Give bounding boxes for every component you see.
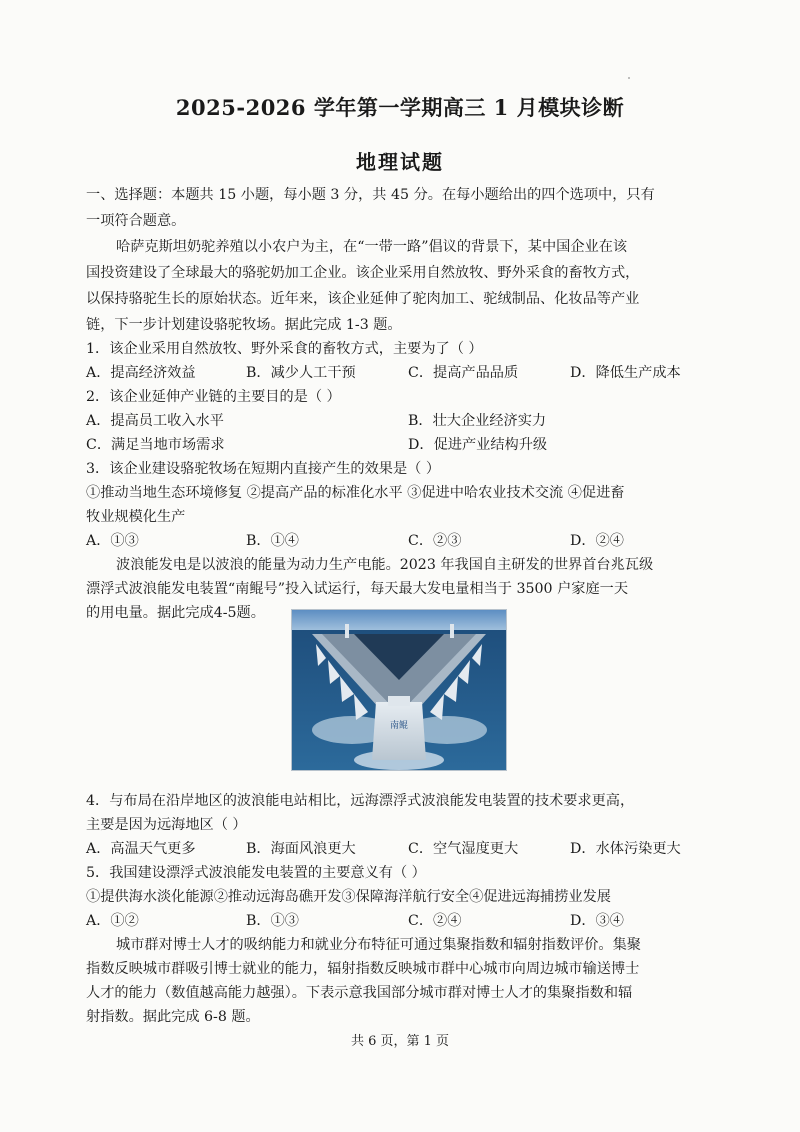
passage1-line3: 以保持骆驼生长的原始状态。近年来，该企业延伸了驼肉加工、驼绒制品、化妆品等产业 — [86, 291, 640, 307]
q4-option-c[interactable]: C．空气湿度更大 — [408, 841, 519, 857]
question-3-stem: 3．该企业建设骆驼牧场在短期内直接产生的效果是（ ） — [86, 461, 441, 477]
scan-speck — [628, 77, 630, 79]
q4-option-a[interactable]: A．高温天气更多 — [86, 841, 196, 857]
page-subtitle: 地理试题 — [356, 150, 444, 174]
q4-option-b[interactable]: B．海面风浪更大 — [246, 841, 356, 857]
q1-option-c[interactable]: C．提高产品品质 — [408, 365, 519, 381]
q3-option-c[interactable]: C．②③ — [408, 533, 462, 549]
question-5-items: ①提供海水淡化能源②推动远海岛礁开发③保障海洋航行安全④促进远海捕捞业发展 — [86, 889, 611, 905]
question-4-stem-line1: 4．与布局在沿岸地区的波浪能电站相比，远海漂浮式波浪能发电装置的技术要求更高， — [86, 793, 635, 809]
q2-option-c[interactable]: C．满足当地市场需求 — [86, 437, 225, 453]
question-3-items-line2: 牧业规模化生产 — [86, 509, 186, 525]
passage3-line4: 射指数。据此完成 6-8 题。 — [86, 1009, 260, 1025]
passage3-line2: 指数反映城市群吸引博士就业的能力，辐射指数反映城市群中心城市向周边城市输送博士 — [86, 961, 640, 977]
passage1-line1: 哈萨克斯坦奶驼养殖以小农户为主，在“一带一路”倡议的背景下，某中国企业在该 — [116, 239, 628, 255]
page-footer: 共 6 页，第 1 页 — [350, 1034, 450, 1049]
passage1-line2: 国投资建设了全球最大的骆驼奶加工企业。该企业采用自然放牧、野外采食的畜牧方式， — [86, 265, 640, 281]
q3-option-b[interactable]: B．①④ — [246, 533, 299, 549]
question-3-items-line1: ①推动当地生态环境修复 ②提高产品的标准化水平 ③促进中哈农业技术交流 ④促进畜 — [86, 485, 625, 501]
q2-option-d[interactable]: D．促进产业结构升级 — [408, 437, 548, 453]
q4-option-d[interactable]: D．水体污染更大 — [570, 841, 681, 857]
question-1-stem: 1．该企业采用自然放牧、野外采食的畜牧方式，主要为了（ ） — [86, 341, 483, 357]
wave-device-illustration — [292, 610, 506, 770]
passage3-line3: 人才的能力（数值越高能力越强）。下表示意我国部分城市群对博士人才的集聚指数和辐 — [86, 985, 633, 1001]
q1-option-a[interactable]: A．提高经济效益 — [86, 365, 196, 381]
q5-option-b[interactable]: B．①③ — [246, 913, 299, 929]
q5-option-d[interactable]: D．③④ — [570, 913, 624, 929]
q1-option-d[interactable]: D．降低生产成本 — [570, 365, 681, 381]
q3-option-a[interactable]: A．①③ — [86, 533, 139, 549]
page-title: 2025-2026 学年第一学期高三 1 月模块诊断 — [175, 95, 625, 120]
section-intro-line1: 一、选择题：本题共 15 小题，每小题 3 分，共 45 分。在每小题给出的四个选项中，只有 — [86, 187, 655, 203]
passage3-line1: 城市群对博士人才的吸纳能力和就业分布特征可通过集聚指数和辐射指数评价。集聚 — [116, 937, 641, 953]
question-2-stem: 2．该企业延伸产业链的主要目的是（ ） — [86, 389, 341, 405]
q2-option-a[interactable]: A．提高员工收入水平 — [86, 413, 224, 429]
q3-option-d[interactable]: D．②④ — [570, 533, 624, 549]
passage2-line2: 漂浮式波浪能发电装置“南鲲号”投入试运行，每天最大发电量相当于 3500 户家庭一天 — [86, 581, 629, 597]
section-intro-line2: 一项符合题意。 — [86, 213, 186, 229]
passage2-line3: 的用电量。据此完成4-5题。 — [86, 605, 265, 621]
q2-option-b[interactable]: B．壮大企业经济实力 — [408, 413, 547, 429]
wave-energy-device-photo — [291, 609, 507, 771]
q1-option-b[interactable]: B．减少人工干预 — [246, 365, 356, 381]
q5-option-c[interactable]: C．②④ — [408, 913, 462, 929]
question-4-stem-line2: 主要是因为远海地区（ ） — [86, 817, 247, 833]
hull-name-text: 南鲲 — [389, 721, 409, 731]
q5-option-a[interactable]: A．①② — [86, 913, 139, 929]
passage2-line1: 波浪能发电是以波浪的能量为动力生产电能。2023 年我国自主研发的世界首台兆瓦级 — [116, 557, 654, 573]
passage1-line4: 链，下一步计划建设骆驼牧场。据此完成 1-3 题。 — [86, 317, 402, 333]
question-5-stem: 5．我国建设漂浮式波浪能发电装置的主要意义有（ ） — [86, 865, 426, 881]
